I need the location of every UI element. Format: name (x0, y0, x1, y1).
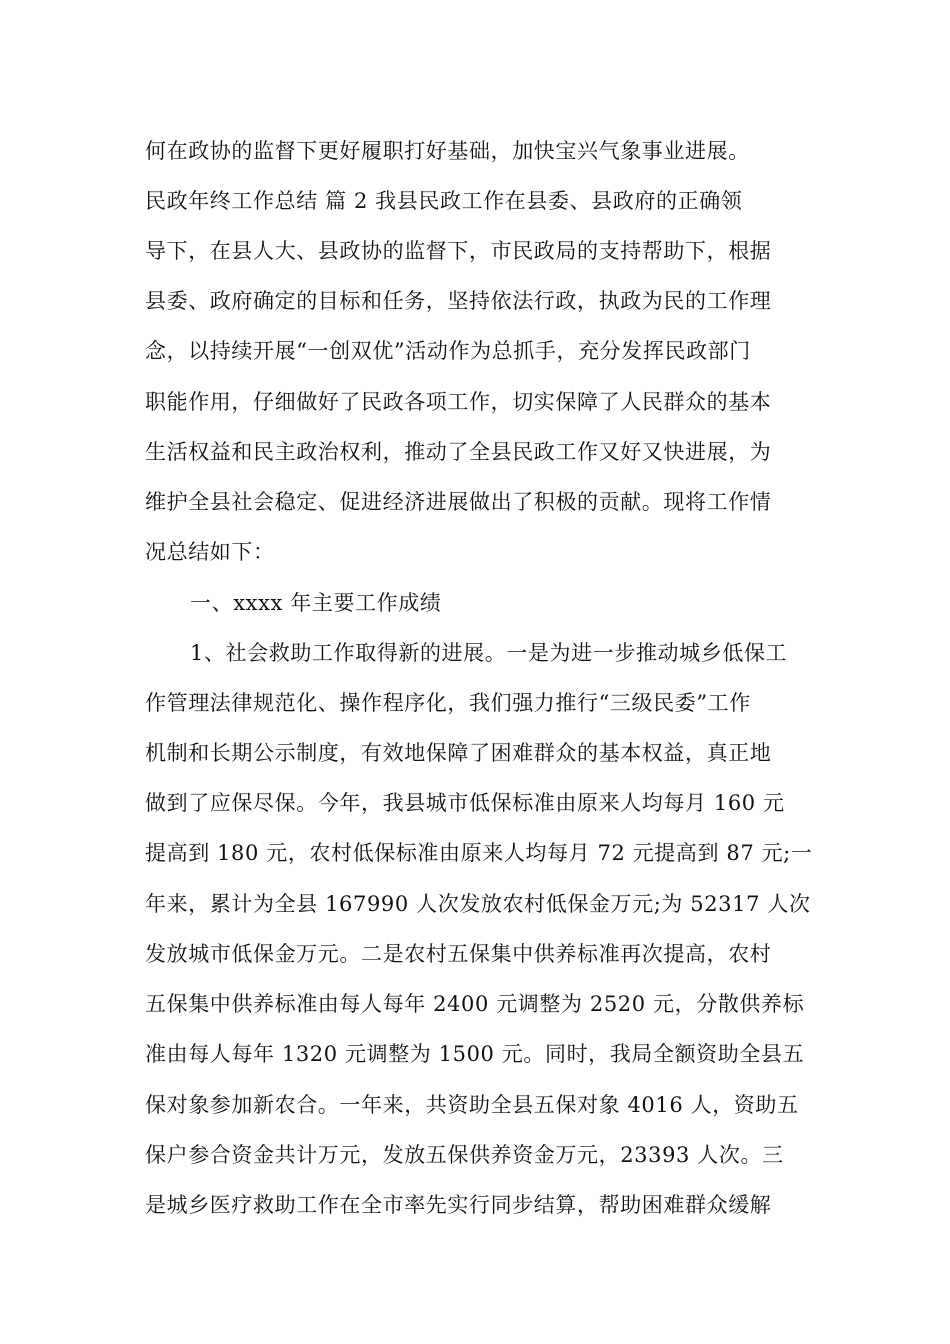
text-line: 机制和长期公示制度，有效地保障了困难群众的基本权益，真正地 (145, 741, 772, 765)
text-line: 职能作用，仔细做好了民政各项工作，切实保障了人民群众的基本 (145, 390, 772, 414)
text-line: 是城乡医疗救助工作在全市率先实行同步结算，帮助困难群众缓解 (145, 1193, 772, 1217)
text-line: 作管理法律规范化、操作程序化，我们强力推行“三级民委”工作 (145, 691, 751, 715)
text-line: 生活权益和民主政治权利，推动了全县民政工作又好又快进展，为 (145, 440, 772, 464)
text-line: 况总结如下： (145, 540, 275, 564)
text-line: 做到了应保尽保。今年，我县城市低保标准由原来人均每月 160 元 (145, 791, 785, 815)
text-line: 发放城市低保金万元。二是农村五保集中供养标准再次提高，农村 (145, 942, 772, 966)
text-line: 年来，累计为全县 167990 人次发放农村低保金万元;为 52317 人次 (145, 892, 811, 916)
text-line: 民政年终工作总结 篇 2 我县民政工作在县委、县政府的正确领 (145, 189, 743, 213)
text-line: 导下，在县人大、县政协的监督下，市民政局的支持帮助下，根据 (145, 239, 772, 263)
text-line: 准由每人每年 1320 元调整为 1500 元。同时，我局全额资助全县五 (145, 1042, 805, 1066)
text-line: 保对象参加新农合。一年来，共资助全县五保对象 4016 人，资助五 (145, 1093, 799, 1117)
text-line: 维护全县社会稳定、促进经济进展做出了积极的贡献。现将工作情 (145, 490, 772, 514)
section-heading: 一、xxxx 年主要工作成绩 (190, 591, 442, 615)
text-line: 五保集中供养标准由每人每年 2400 元调整为 2520 元，分散供养标 (145, 992, 805, 1016)
text-line: 提高到 180 元，农村低保标准由原来人均每月 72 元提高到 87 元;一 (145, 841, 813, 865)
text-line: 念，以持续开展“一创双优”活动作为总抓手，充分发挥民政部门 (145, 339, 751, 363)
text-line: 1、社会救助工作取得新的进展。一是为进一步推动城乡低保工 (190, 641, 788, 665)
text-line: 县委、政府确定的目标和任务，坚持依法行政，执政为民的工作理 (145, 289, 772, 313)
text-line: 保户参合资金共计万元，发放五保供养资金万元，23393 人次。三 (145, 1143, 784, 1167)
text-line: 何在政协的监督下更好履职打好基础，加快宝兴气象事业进展。 (145, 139, 750, 163)
